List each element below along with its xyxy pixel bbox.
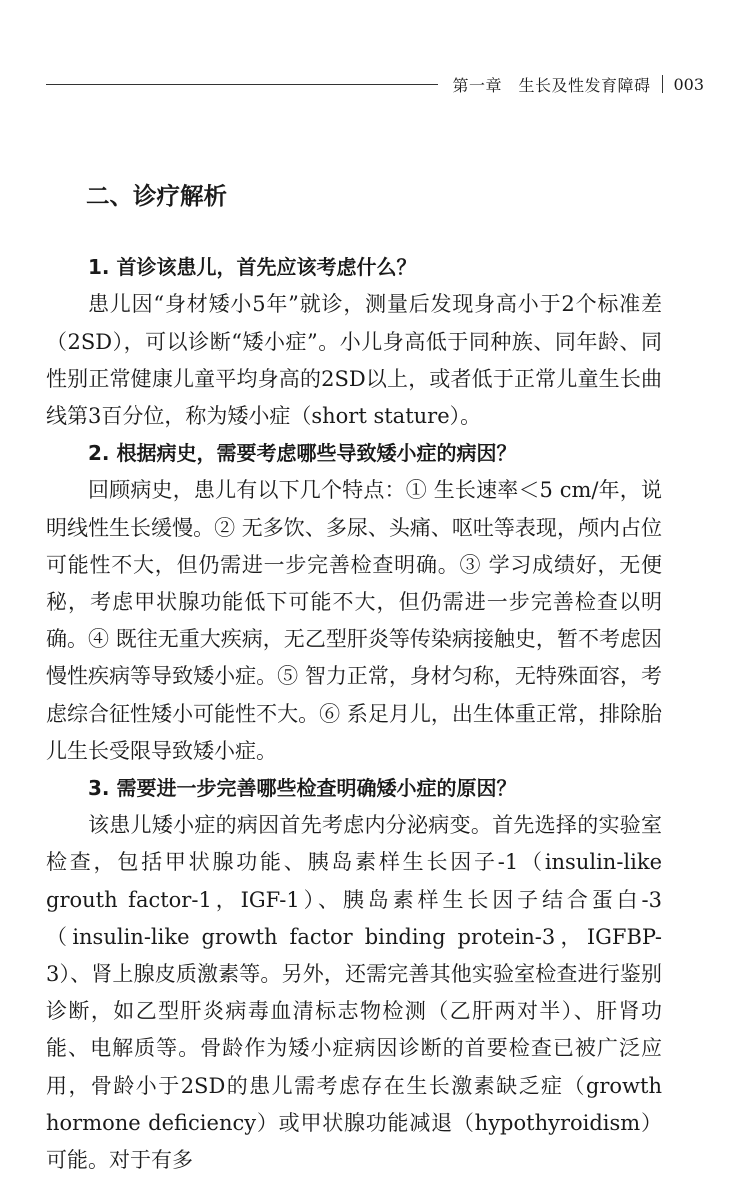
page-body <box>46 178 662 1179</box>
question-heading: 1. 首诊该患儿，首先应该考虑什么？ <box>88 255 417 280</box>
running-header <box>46 72 704 96</box>
header-chapter-title: 第一章 生长及性发育障碍 <box>452 75 651 95</box>
header-rule <box>46 84 438 85</box>
header-separator <box>662 75 663 93</box>
paragraph: 该患儿矮小症的病因首先考虑内分泌病变。首先选择的实验室检查，包括甲状腺功能、胰岛素样生长因子-1（insulin-like grouth factor-1，IGF-1）、胰岛素样生长因子结合蛋白-3（insulin-like growth factor binding protein-3，IGFBP-3）、肾上腺皮质激素等。另外，还需完善其他实验室检查进行鉴别诊断，如乙型肝炎病毒血清标志物检测（乙肝两对半）、肝肾功能、电解质等。骨龄作为矮小症病因诊断的首要检查已被广泛应用，骨龄小于2SD的患儿需考虑存在生长激素缺乏症（growth hormone deficiency）或甲状腺功能减退（hypothyroidism）可能。对于有多 <box>46 813 662 1173</box>
section-title: 二、诊疗解析 <box>86 182 227 210</box>
paragraph: 回顾病史，患儿有以下几个特点：① 生长速率＜5 cm/年，说明线性生长缓慢。② 无多饮、多尿、头痛、呕吐等表现，颅内占位可能性不大，但仍需进一步完善检查明确。③ 学习成绩好，无便秘，考虑甲状腺功能低下可能不大，但仍需进一步完善检查以明确。④ 既往无重大疾病，无乙型肝炎等传染病接触史，暂不考虑因慢性疾病等导致矮小症。⑤ 智力正常，身材匀称，无特殊面容，考虑综合征性矮小可能性不大。⑥ 系足月儿，出生体重正常，排除胎儿生长受限导致矮小症。 <box>46 478 662 763</box>
paragraph: 患儿因“身材矮小5年”就诊，测量后发现身高小于2个标准差（2SD），可以诊断“矮小症”。小儿身高低于同种族、同年龄、同性别正常健康儿童平均身高的2SD以上，或者低于正常儿童生长曲线第3百分位，称为矮小症（short stature）。 <box>46 292 662 429</box>
page-number: 003 <box>673 74 704 94</box>
question-heading: 2. 根据病史，需要考虑哪些导致矮小症的病因？ <box>88 441 517 466</box>
question-heading: 3. 需要进一步完善哪些检查明确矮小症的原因？ <box>88 776 517 801</box>
